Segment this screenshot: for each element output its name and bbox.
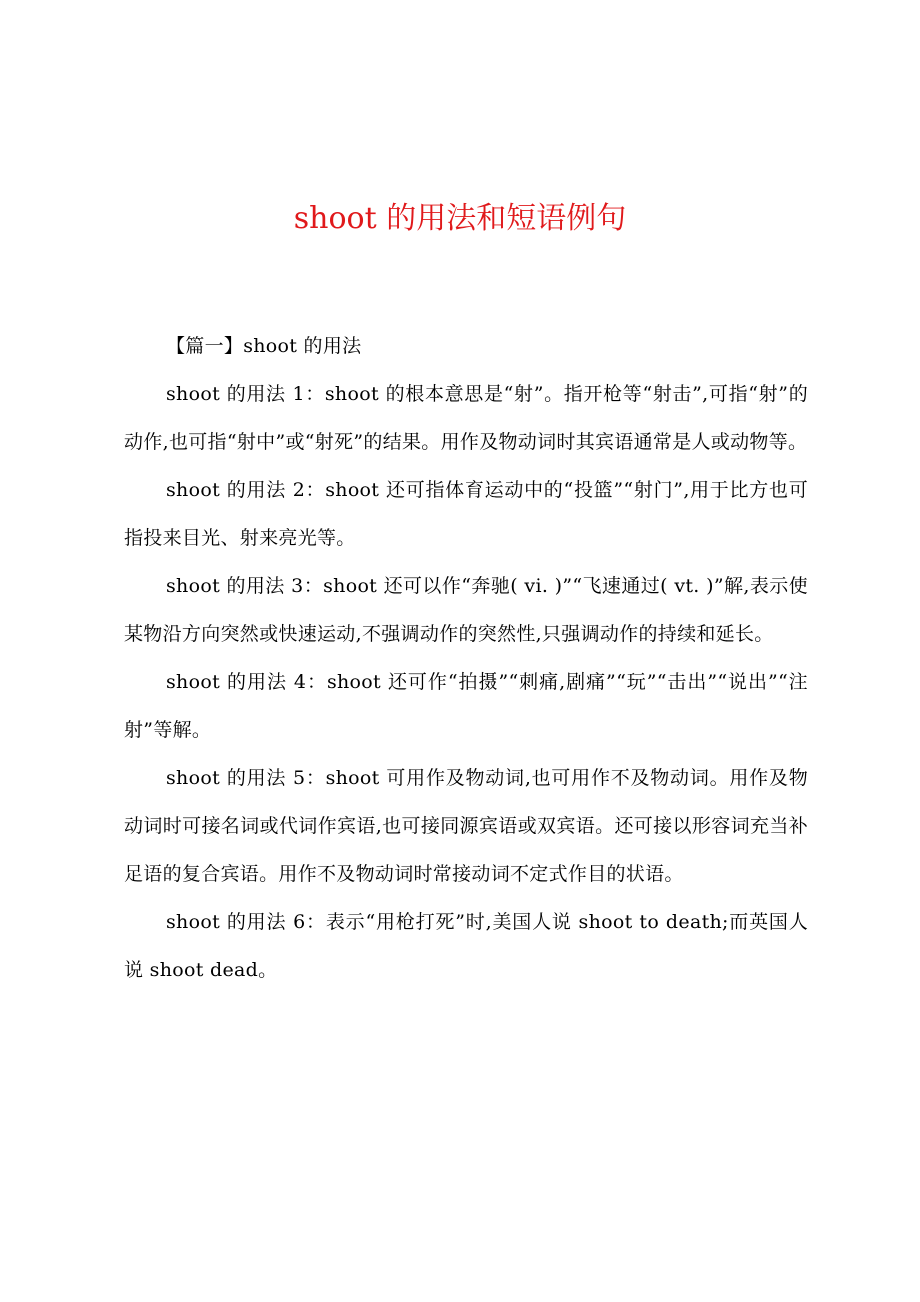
usage-paragraph-6: shoot 的用法 6：表示“用枪打死”时,美国人说 shoot to death;而英国人说 shoot dead。 bbox=[124, 911, 808, 981]
usage-paragraph-2: shoot 的用法 2：shoot 还可指体育运动中的“投篮”“射门”,用于比方也可指投来目光、射来亮光等。 bbox=[124, 479, 808, 549]
usage-paragraph-4: shoot 的用法 4：shoot 还可作“拍摄”“刺痛,剧痛”“玩”“击出”“说出”“注射”等解。 bbox=[124, 671, 808, 741]
section-heading: 【篇一】shoot 的用法 bbox=[166, 335, 362, 357]
usage-paragraph-1: shoot 的用法 1：shoot 的根本意思是“射”。指开枪等“射击”,可指“射”的动作,也可指“射中”或“射死”的结果。用作及物动词时其宾语通常是人或动物等。 bbox=[124, 383, 808, 453]
document-body bbox=[124, 322, 808, 994]
document-title: shoot 的用法和短语例句 bbox=[293, 201, 627, 236]
usage-paragraph-3: shoot 的用法 3：shoot 还可以作“奔驰( vi. )”“飞速通过( vt. )”解,表示使某物沿方向突然或快速运动,不强调动作的突然性,只强调动作的持续和延长。 bbox=[124, 575, 808, 645]
usage-paragraph-5: shoot 的用法 5：shoot 可用作及物动词,也可用作不及物动词。用作及物动词时可接名词或代词作宾语,也可接同源宾语或双宾语。还可接以形容词充当补足语的复合宾语。用作不及物动词时常接动词不定式作目的状语。 bbox=[124, 767, 808, 885]
